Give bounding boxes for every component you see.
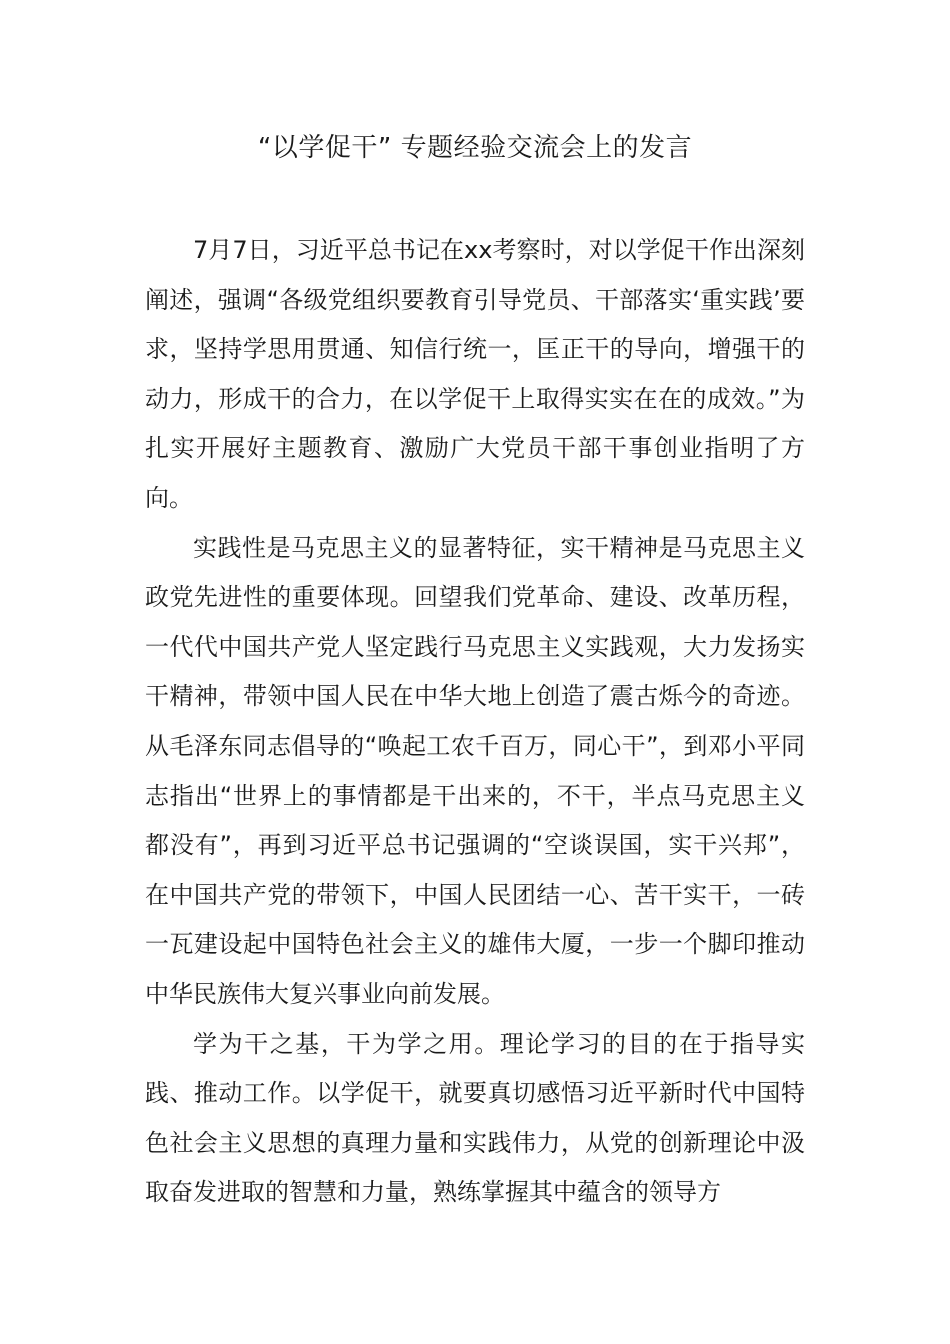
document-body (145, 226, 805, 1218)
paragraph-2: 实践性是马克思主义的显著特征，实干精神是马克思主义政党先进性的重要体现。回望我们党革命、建设、改革历程，一代代中国共产党人坚定践行马克思主义实践观，大力发扬实干精神，带领中国人民在中华大地上创造了震古烁今的奇迹。从毛泽东同志倡导的“唤起工农千百万，同心干”，到邓小平同志指出“世界上的事情都是干出来的，不干，半点马克思主义都没有”，再到习近平总书记强调的“空谈误国，实干兴邦”，在中国共产党的带领下，中国人民团结一心、苦干实干，一砖一瓦建设起中国特色社会主义的雄伟大厦，一步一个脚印推动中华民族伟大复兴事业向前发展。 (145, 533, 805, 1008)
paragraph-3: 学为干之基，干为学之用。理论学习的目的在于指导实践、推动工作。以学促干，就要真切感悟习近平新时代中国特色社会主义思想的真理力量和实践伟力，从党的创新理论中汲取奋发进取的智慧和力量，熟练掌握其中蕴含的领导方 (145, 1029, 805, 1207)
paragraph-1: 7月7日，习近平总书记在xx考察时，对以学促干作出深刻阐述，强调“各级党组织要教育引导党员、干部落实‘重实践’要求，坚持学思用贯通、知信行统一，匡正干的导向，增强干的动力，形成干的合力，在以学促干上取得实实在在的成效。”为扎实开展好主题教育、激励广大党员干部干事创业指明了方向。 (145, 236, 805, 512)
document-title: “以学促干” 专题经验交流会上的发言 (257, 133, 693, 163)
